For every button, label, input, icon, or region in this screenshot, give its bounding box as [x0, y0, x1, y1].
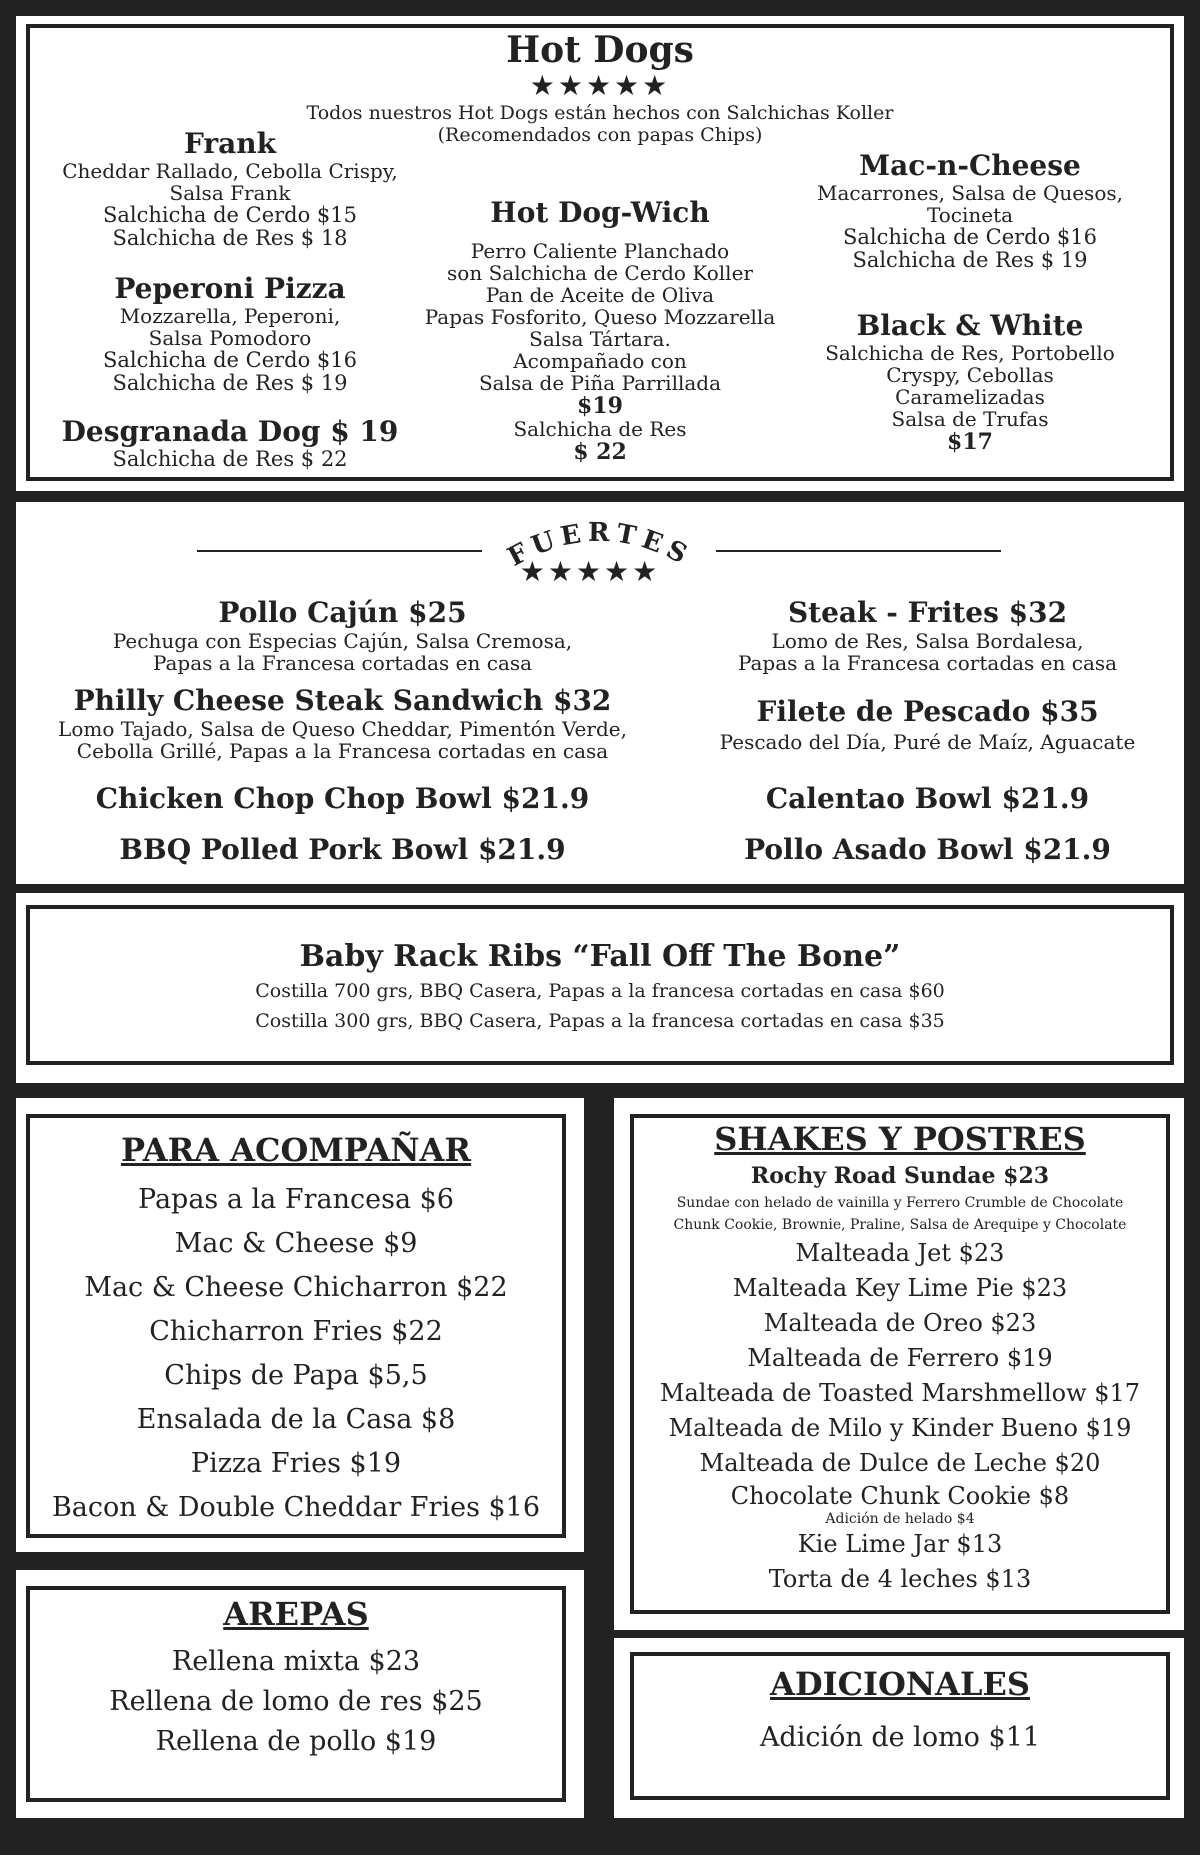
side-item: Chips de Papa $5,5 [164, 1360, 428, 1391]
bowl-item: BBQ Polled Pork Bowl $21.9 [119, 833, 566, 866]
item-desc: Lomo de Res, Salsa Bordalesa, [771, 629, 1084, 653]
hotdog-mac [780, 150, 1160, 272]
arepas-content [26, 1592, 566, 1762]
acompanar-title: PARA ACOMPAÑAR [121, 1131, 471, 1169]
item-desc: Papas a la Francesa cortadas en casa [152, 651, 533, 675]
item-price: Salchicha de Res $ 19 [112, 371, 348, 396]
bowl-item: Pollo Asado Bowl $21.9 [744, 833, 1111, 866]
item-name: Pollo Cajún $25 [218, 596, 467, 629]
side-item: Mac & Cheese $9 [174, 1228, 418, 1259]
shake-item: Malteada Jet $23 [795, 1239, 1005, 1267]
hotdog-peperoni [40, 273, 420, 395]
shake-item: Malteada de Ferrero $19 [747, 1344, 1053, 1372]
ribs-line: Costilla 700 grs, BBQ Casera, Papas a la francesa cortadas en casa $60 [255, 980, 945, 1002]
fuertes-filete [655, 693, 1200, 753]
item-desc: Papas Fosforito, Queso Mozzarella [424, 305, 776, 329]
adicion-note: Adición de helado $4 [825, 1511, 975, 1527]
item-desc: Acompañado con [513, 349, 687, 373]
shake-item: Torta de 4 leches $13 [768, 1565, 1032, 1593]
hotdogs-stars: ★★★★★ [529, 69, 671, 102]
item-desc: Pan de Aceite de Oliva [485, 283, 715, 307]
item-desc: son Salchicha de Cerdo Koller [447, 261, 753, 285]
item-price: Salchicha de Res $ 22 [112, 447, 348, 471]
arepa-item: Rellena de pollo $19 [155, 1726, 437, 1757]
fuertes-stars: ★★★★★ [519, 555, 661, 588]
shake-item: Kie Lime Jar $13 [797, 1530, 1003, 1558]
side-item: Chicharron Fries $22 [149, 1316, 443, 1347]
arepa-item: Rellena mixta $23 [171, 1646, 421, 1677]
item-name: Hot Dog-Wich [490, 196, 710, 229]
item-desc: Salsa Frank [169, 181, 291, 205]
side-item: Mac & Cheese Chicharron $22 [84, 1272, 508, 1303]
adicionales-content [630, 1662, 1170, 1756]
side-item: Bacon & Double Cheddar Fries $16 [51, 1492, 541, 1523]
item-desc: Pechuga con Especias Cajún, Salsa Cremosa, [112, 629, 573, 653]
fuertes-steak [655, 596, 1200, 674]
fuertes-philly [40, 684, 645, 762]
item-desc: Mozzarella, Peperoni, [119, 304, 341, 328]
arepas-title: AREPAS [223, 1595, 369, 1633]
shake-item: Malteada de Oreo $23 [763, 1309, 1037, 1337]
item-desc: Salchicha de Res, Portobello [825, 341, 1115, 365]
item-name: Peperoni Pizza [114, 272, 346, 305]
sundae-desc: Sundae con helado de vainilla y Ferrero Crumble de Chocolate [676, 1195, 1124, 1211]
sundae-desc: Chunk Cookie, Brownie, Praline, Salsa de Arequipe y Chocolate [673, 1217, 1127, 1233]
item-price: Salchicha de Cerdo $16 [842, 225, 1098, 249]
item-name: Steak - Frites $32 [787, 596, 1068, 629]
hotdog-frank [40, 128, 420, 250]
side-item: Pizza Fries $19 [190, 1448, 402, 1479]
shakes-title: SHAKES Y POSTRES [714, 1120, 1086, 1158]
item-desc: Pescado del Día, Puré de Maíz, Aguacate [719, 730, 1136, 754]
shake-item: Malteada de Toasted Marshmellow $17 [659, 1379, 1141, 1407]
adicional-item: Adición de lomo $11 [759, 1722, 1041, 1753]
hotdogs-intro: Todos nuestros Hot Dogs están hechos con Salchichas Koller [306, 102, 894, 124]
hotdogs-intro-note: (Recomendados con papas Chips) [437, 124, 763, 146]
side-item: Papas a la Francesa $6 [138, 1184, 454, 1215]
item-desc: Salsa Pomodoro [148, 326, 312, 350]
shakes-content [630, 1118, 1170, 1597]
item-desc: Lomo Tajado, Salsa de Queso Cheddar, Pimentón Verde, [58, 717, 627, 741]
item-desc: Perro Caliente Planchado [470, 239, 730, 263]
item-desc: Caramelizadas [895, 385, 1045, 409]
shake-item: Malteada de Dulce de Leche $20 [699, 1449, 1101, 1477]
item-name: Mac-n-Cheese [859, 149, 1081, 182]
sundae-name: Rochy Road Sundae $23 [750, 1163, 1050, 1189]
hotdog-wich [400, 196, 800, 464]
item-desc: Macarrones, Salsa de Quesos, [817, 181, 1123, 205]
item-desc: Cheddar Rallado, Cebolla Crispy, [62, 159, 398, 183]
ribs-title: Baby Rack Ribs “Fall Off The Bone” [299, 939, 901, 974]
item-desc: Tocineta [926, 203, 1014, 227]
fuertes-pollo [40, 596, 645, 674]
item-name: Black & White [856, 309, 1084, 342]
adicionales-title: ADICIONALES [770, 1665, 1030, 1703]
item-price: Salchicha de Cerdo $16 [102, 348, 358, 372]
fuertes-rule-left [197, 550, 482, 552]
bowl-item: Chicken Chop Chop Bowl $21.9 [95, 782, 590, 815]
item-name: Desgranada Dog $ 19 [61, 415, 399, 448]
ribs-line: Costilla 300 grs, BBQ Casera, Papas a la francesa cortadas en casa $35 [255, 1010, 945, 1032]
bowl-item: Calentao Bowl $21.9 [765, 782, 1090, 815]
item-name: Frank [183, 127, 277, 160]
item-desc: Salsa de Trufas [891, 407, 1049, 431]
fuertes-rule-right [716, 550, 1001, 552]
item-price: Salchicha de Res $ 19 [852, 248, 1088, 273]
hotdog-desgranada [40, 416, 420, 471]
item-price: Salchicha de Cerdo $15 [102, 203, 358, 227]
item-price: $ 22 [573, 439, 627, 466]
shake-item: Chocolate Chunk Cookie $8 [730, 1482, 1070, 1510]
item-price: $19 [577, 393, 623, 419]
item-desc: Salchicha de Res [513, 417, 687, 442]
fuertes-title: FUERTES [502, 517, 698, 573]
item-name: Filete de Pescado $35 [756, 695, 1099, 728]
shake-item: Malteada Key Lime Pie $23 [732, 1274, 1068, 1302]
item-desc: Cryspy, Cebollas [886, 363, 1054, 387]
item-desc: Papas a la Francesa cortadas en casa [737, 651, 1118, 675]
item-desc: Salsa Tártara. [529, 327, 671, 351]
hotdogs-title: Hot Dogs [506, 29, 694, 71]
item-desc: Salsa de Piña Parrillada [478, 371, 722, 395]
item-name: Philly Cheese Steak Sandwich $32 [73, 684, 612, 717]
item-price: $17 [947, 429, 993, 455]
side-item: Ensalada de la Casa $8 [136, 1404, 456, 1435]
ribs-content [0, 938, 1200, 1036]
arepa-item: Rellena de lomo de res $25 [109, 1686, 483, 1717]
item-desc: Cebolla Grillé, Papas a la Francesa cortadas en casa [76, 739, 609, 763]
hotdog-bw [780, 310, 1160, 454]
acompanar-content [26, 1128, 566, 1530]
shake-item: Malteada de Milo y Kinder Bueno $19 [668, 1414, 1132, 1442]
item-price: Salchicha de Res $ 18 [112, 226, 348, 251]
